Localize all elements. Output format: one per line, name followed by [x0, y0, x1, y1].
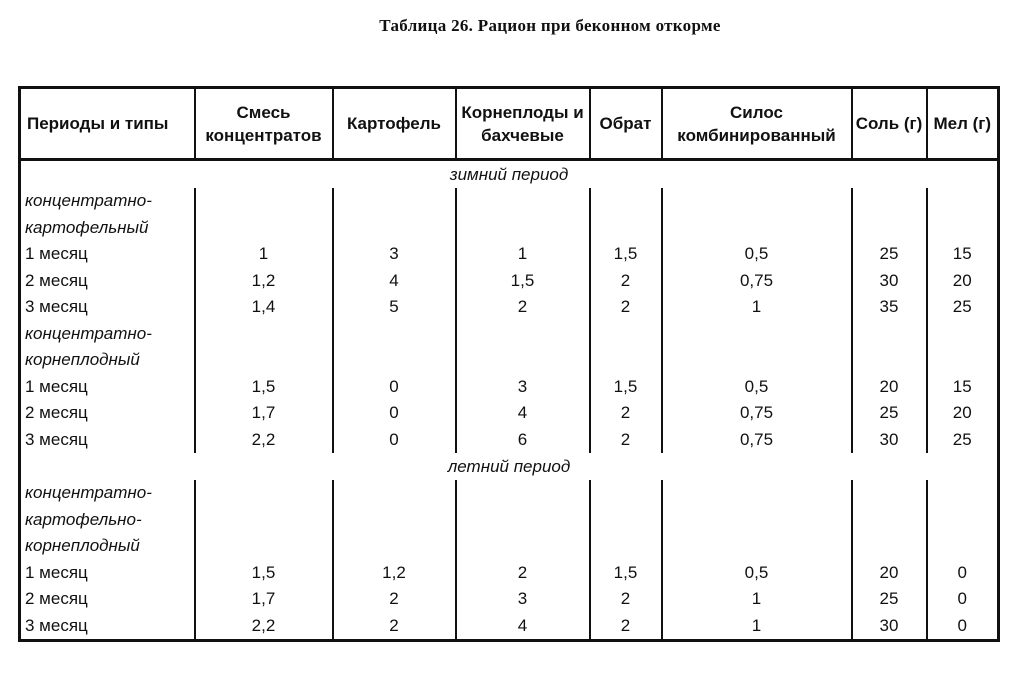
value-cell: 2	[590, 427, 662, 454]
empty-cell	[195, 321, 333, 348]
value-cell: 1,7	[195, 586, 333, 613]
empty-cell	[852, 321, 927, 348]
value-cell: 1,5	[456, 268, 590, 295]
value-cell: 0	[957, 615, 967, 635]
ration-table	[18, 86, 1000, 642]
value-cell: 1,5	[590, 374, 662, 401]
value-cell: 1	[662, 586, 852, 613]
value-cell: 1	[456, 241, 590, 268]
empty-cell	[333, 188, 456, 215]
table-row	[20, 613, 999, 641]
value-cell: 20	[852, 374, 927, 401]
value-cell: 0	[333, 427, 456, 454]
header-salt: Соль (г)	[852, 88, 927, 160]
empty-cell	[590, 480, 662, 507]
value-cell: 5	[333, 294, 456, 321]
value-cell: 1,5	[590, 241, 662, 268]
ration-type-label: корнеплодный	[20, 347, 195, 374]
value-cell: 25	[952, 297, 972, 317]
value-cell: 1,7	[195, 400, 333, 427]
period-row	[20, 453, 999, 480]
header-root-crops: Корнеплоды и бахчевые	[456, 88, 590, 160]
empty-cell	[333, 480, 456, 507]
header-concentrate-mix: Смесь концентратов	[195, 88, 333, 160]
table-row	[20, 400, 999, 427]
empty-cell	[456, 533, 590, 560]
value-cell: 1	[662, 613, 852, 641]
value-cell: 2	[333, 613, 456, 641]
value-cell: 0,75	[662, 427, 852, 454]
value-cell: 30	[852, 268, 927, 295]
empty-cell	[195, 507, 333, 534]
empty-cell	[852, 188, 927, 215]
header-skim-milk: Обрат	[590, 88, 662, 160]
empty-cell	[927, 507, 999, 534]
value-cell: 2	[590, 268, 662, 295]
header-chalk: Мел (г)	[927, 88, 999, 160]
empty-cell	[333, 533, 456, 560]
table-row	[20, 374, 999, 401]
ration-type-row	[20, 188, 999, 215]
value-cell: 30	[852, 427, 927, 454]
value-cell: 1,5	[590, 560, 662, 587]
period-row	[20, 160, 999, 189]
ration-type-label: концентратно-	[20, 321, 195, 348]
table-caption: Таблица 26. Рацион при беконном откорме	[379, 16, 721, 35]
value-cell: 15	[952, 376, 972, 396]
empty-cell	[456, 215, 590, 242]
value-cell: 2,2	[195, 613, 333, 641]
empty-cell	[927, 533, 999, 560]
empty-cell	[333, 215, 456, 242]
ration-type-row	[20, 321, 999, 348]
ration-type-label: концентратно-	[20, 480, 195, 507]
value-cell: 3	[456, 586, 590, 613]
ration-type-row	[20, 215, 999, 242]
empty-cell	[927, 321, 999, 348]
empty-cell	[852, 533, 927, 560]
value-cell: 4	[333, 268, 456, 295]
value-cell: 0	[333, 400, 456, 427]
value-cell: 0	[957, 562, 967, 582]
empty-cell	[456, 347, 590, 374]
value-cell: 20	[952, 403, 972, 423]
empty-cell	[852, 480, 927, 507]
empty-cell	[590, 188, 662, 215]
empty-cell	[195, 188, 333, 215]
value-cell: 25	[852, 241, 927, 268]
table-row	[20, 241, 999, 268]
period-label: зимний период	[449, 164, 569, 184]
value-cell: 25	[852, 400, 927, 427]
value-cell: 2	[456, 560, 590, 587]
empty-cell	[662, 321, 852, 348]
value-cell: 0	[957, 589, 967, 609]
value-cell: 4	[456, 400, 590, 427]
header-silage: Силос комбинированный	[662, 88, 852, 160]
value-cell: 1,5	[195, 560, 333, 587]
value-cell: 2	[590, 400, 662, 427]
value-cell: 0,5	[662, 374, 852, 401]
value-cell: 35	[852, 294, 927, 321]
empty-cell	[590, 321, 662, 348]
value-cell: 2	[590, 613, 662, 641]
value-cell: 0,5	[662, 560, 852, 587]
empty-cell	[852, 347, 927, 374]
period-label: летний период	[447, 456, 571, 476]
ration-type-label: корнеплодный	[20, 533, 195, 560]
value-cell: 0,75	[662, 400, 852, 427]
value-cell: 25	[852, 586, 927, 613]
value-cell: 30	[852, 613, 927, 641]
value-cell: 1,4	[195, 294, 333, 321]
month-label: 2 месяц	[20, 268, 195, 295]
ration-type-row	[20, 347, 999, 374]
table-row	[20, 268, 999, 295]
value-cell: 25	[952, 429, 972, 449]
value-cell: 15	[952, 244, 972, 264]
empty-cell	[852, 215, 927, 242]
empty-cell	[590, 347, 662, 374]
empty-cell	[590, 533, 662, 560]
empty-cell	[662, 215, 852, 242]
value-cell: 20	[952, 270, 972, 290]
empty-cell	[333, 347, 456, 374]
empty-cell	[456, 321, 590, 348]
table-row	[20, 427, 999, 454]
empty-cell	[662, 188, 852, 215]
ration-type-row	[20, 480, 999, 507]
month-label: 3 месяц	[20, 294, 195, 321]
empty-cell	[927, 215, 999, 242]
empty-cell	[662, 507, 852, 534]
empty-cell	[927, 347, 999, 374]
ration-type-row	[20, 507, 999, 534]
value-cell: 2	[456, 294, 590, 321]
value-cell: 2	[590, 586, 662, 613]
table-row	[20, 586, 999, 613]
value-cell: 1,5	[195, 374, 333, 401]
empty-cell	[456, 188, 590, 215]
empty-cell	[662, 533, 852, 560]
value-cell: 2	[590, 294, 662, 321]
empty-cell	[195, 347, 333, 374]
empty-cell	[590, 507, 662, 534]
ration-type-label: картофельно-	[20, 507, 195, 534]
empty-cell	[456, 480, 590, 507]
empty-cell	[333, 507, 456, 534]
month-label: 2 месяц	[20, 586, 195, 613]
value-cell: 6	[456, 427, 590, 454]
month-label: 1 месяц	[20, 374, 195, 401]
value-cell: 3	[333, 241, 456, 268]
month-label: 1 месяц	[20, 560, 195, 587]
value-cell: 1,2	[333, 560, 456, 587]
empty-cell	[590, 215, 662, 242]
empty-cell	[195, 215, 333, 242]
value-cell: 1	[195, 241, 333, 268]
empty-cell	[662, 480, 852, 507]
month-label: 1 месяц	[20, 241, 195, 268]
month-label: 2 месяц	[20, 400, 195, 427]
value-cell: 2,2	[195, 427, 333, 454]
value-cell: 2	[333, 586, 456, 613]
table-row	[20, 560, 999, 587]
value-cell: 4	[456, 613, 590, 641]
empty-cell	[195, 480, 333, 507]
ration-type-label: концентратно-	[20, 188, 195, 215]
month-label: 3 месяц	[20, 427, 195, 454]
empty-cell	[195, 533, 333, 560]
table-row	[20, 294, 999, 321]
ration-type-row	[20, 533, 999, 560]
header-row	[20, 88, 999, 160]
value-cell: 0,75	[662, 268, 852, 295]
value-cell: 20	[852, 560, 927, 587]
empty-cell	[927, 480, 999, 507]
month-label: 3 месяц	[20, 613, 195, 641]
empty-cell	[456, 507, 590, 534]
header-periods-types: Периоды и типы	[20, 88, 195, 160]
value-cell: 3	[456, 374, 590, 401]
header-potato: Картофель	[333, 88, 456, 160]
empty-cell	[333, 321, 456, 348]
ration-type-label: картофельный	[20, 215, 195, 242]
empty-cell	[662, 347, 852, 374]
value-cell: 1	[662, 294, 852, 321]
value-cell: 0,5	[662, 241, 852, 268]
value-cell: 1,2	[195, 268, 333, 295]
value-cell: 0	[333, 374, 456, 401]
empty-cell	[927, 188, 999, 215]
empty-cell	[852, 507, 927, 534]
